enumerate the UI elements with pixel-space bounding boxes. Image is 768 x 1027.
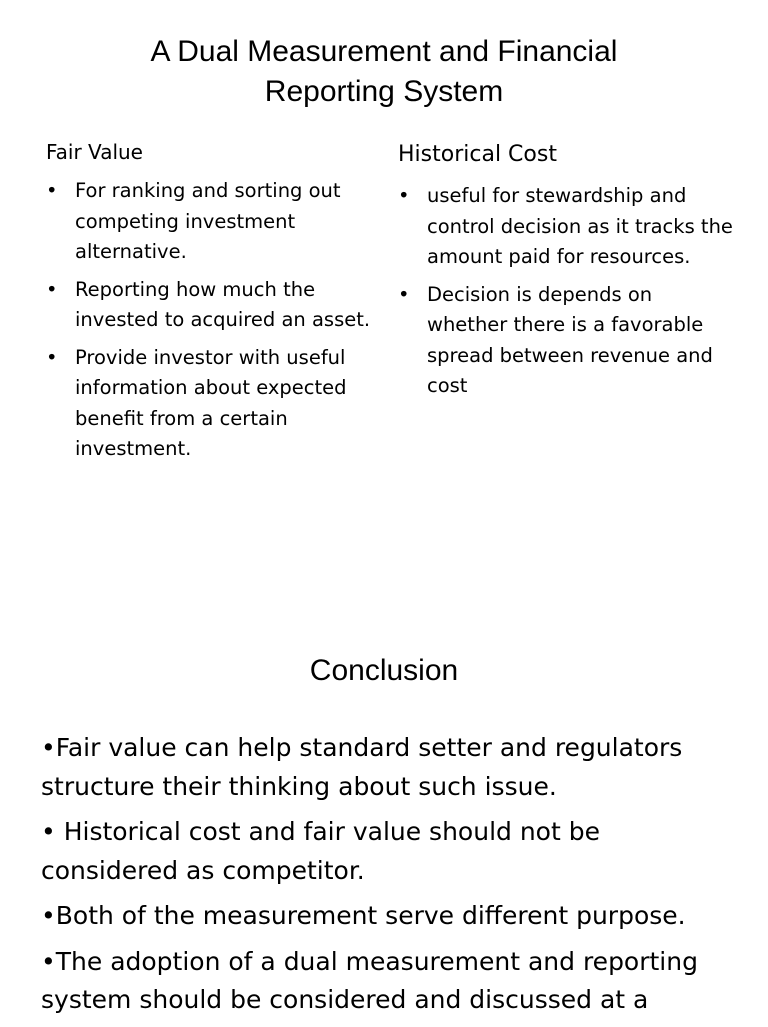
list-item-text: Provide investor with useful information about expected benefit from a certain investment.	[75, 345, 347, 460]
title-line-2: Reporting System	[264, 75, 504, 108]
conclusion-item: • Historical cost and fair value should not be considered as competitor.	[41, 817, 600, 885]
conclusion-list	[41, 729, 741, 1027]
bullet-dot: •	[398, 282, 410, 306]
list-item	[46, 275, 376, 336]
bullet-dot: •	[46, 179, 58, 202]
bullet-dot: •	[398, 184, 410, 207]
historical-cost-heading: Historical Cost	[398, 142, 557, 167]
historical-cost-list	[398, 181, 733, 409]
list-item	[398, 181, 733, 273]
title-line-1: A Dual Measurement and Financial	[150, 35, 618, 68]
bullet-dot: •	[46, 277, 58, 301]
list-item-text: Reporting how much the invested to acquired an asset.	[75, 277, 371, 331]
conclusion-item: •Fair value can help standard setter and regulators structure their thinking about such issue.	[41, 733, 683, 801]
list-item	[46, 343, 376, 465]
list-item-text: Decision is depends on whether there is a favorable spread between revenue and cost	[427, 282, 713, 397]
fair-value-heading: Fair Value	[46, 140, 143, 164]
bullet-dot: •	[46, 345, 58, 369]
conclusion-item: •The adoption of a dual measurement and reporting system should be considered and discussed at a	[41, 946, 698, 1014]
list-item-text: useful for stewardship and control decision as it tracks the amount paid for resources.	[427, 184, 733, 268]
list-item	[46, 176, 376, 268]
slide-title	[0, 32, 768, 112]
fair-value-list	[46, 176, 376, 472]
list-item-text: For ranking and sorting out competing investment alternative.	[75, 179, 341, 263]
list-item	[398, 280, 733, 402]
conclusion-item: •Both of the measurement serve different purpose.	[41, 901, 686, 930]
conclusion-heading: Conclusion	[309, 654, 459, 687]
